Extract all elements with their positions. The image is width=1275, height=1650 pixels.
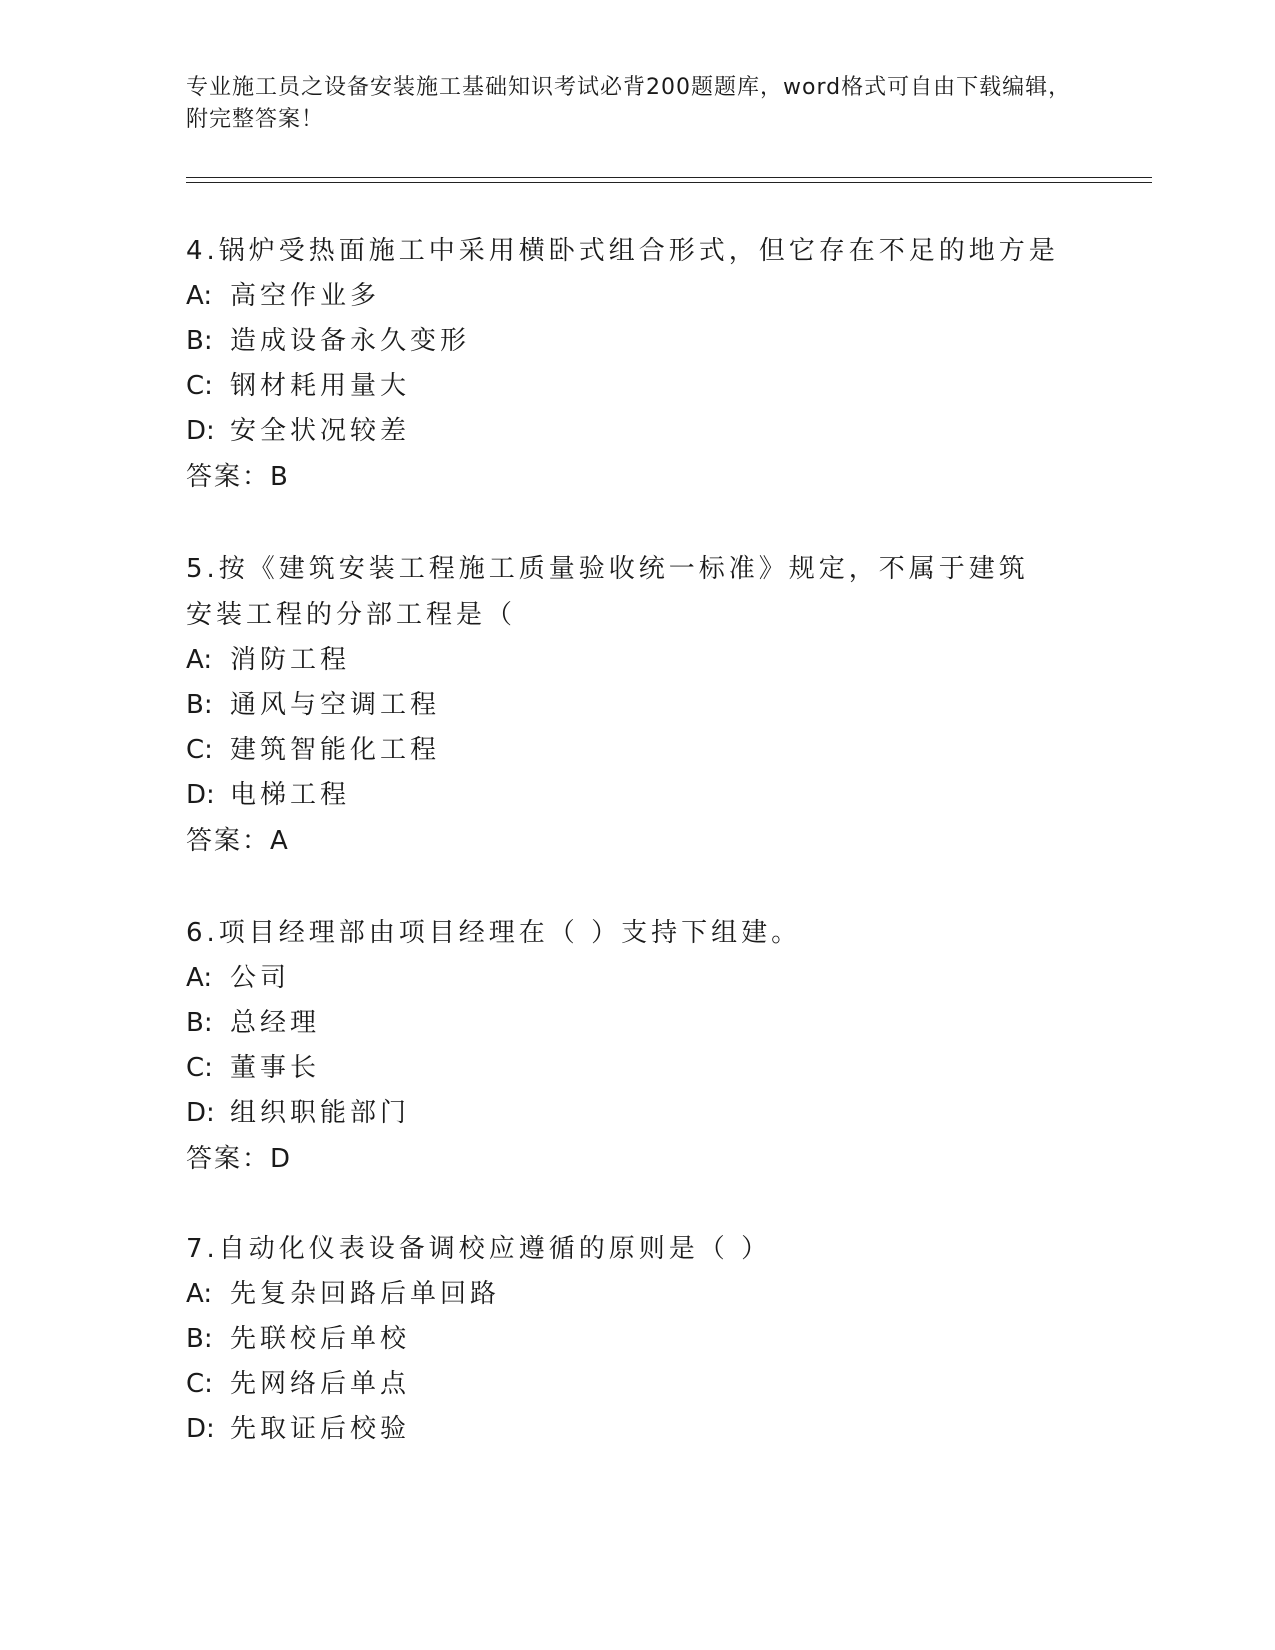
option-letter: D: (186, 1414, 215, 1444)
option-letter: A: (186, 963, 213, 993)
option-text: 公司 (230, 963, 291, 993)
option-c (186, 1046, 1086, 1091)
option-letter: B: (186, 1324, 213, 1354)
option-letter: C: (186, 1369, 213, 1399)
question-stem: 5.按《建筑安装工程施工质量验收统一标准》规定，不属于建筑安装工程的分部工程是（ (186, 554, 1029, 630)
option-letter: D: (186, 1098, 215, 1128)
option-text: 电梯工程 (230, 780, 351, 810)
option-letter: B: (186, 1008, 213, 1038)
option-c (186, 728, 1086, 773)
option-letter: B: (186, 690, 213, 720)
option-letter: A: (186, 1279, 213, 1309)
option-letter: D: (186, 780, 215, 810)
option-text: 总经理 (230, 1008, 321, 1038)
option-b (186, 683, 1086, 728)
option-d (186, 1091, 1086, 1136)
option-text: 通风与空调工程 (230, 690, 441, 720)
option-letter: A: (186, 645, 213, 675)
option-a (186, 1272, 1086, 1317)
option-text: 造成设备永久变形 (230, 326, 471, 356)
option-letter: C: (186, 371, 213, 401)
option-letter: A: (186, 281, 213, 311)
document-header: 专业施工员之设备安装施工基础知识考试必背200题题库，word格式可自由下载编辑，附完整答案！ (186, 75, 1072, 132)
option-text: 先联校后单校 (230, 1324, 411, 1354)
option-b (186, 1001, 1086, 1046)
answer-line: 答案：D (186, 1144, 293, 1174)
option-letter: D: (186, 416, 215, 446)
option-text: 先复杂回路后单回路 (230, 1279, 501, 1309)
option-text: 董事长 (230, 1053, 321, 1083)
option-letter: C: (186, 1053, 213, 1083)
question-5 (186, 546, 1086, 864)
option-text: 钢材耗用量大 (230, 371, 411, 401)
option-a (186, 638, 1086, 683)
answer-line: 答案：B (186, 462, 290, 492)
option-letter: C: (186, 735, 213, 765)
option-text: 安全状况较差 (230, 416, 411, 446)
option-text: 先网络后单点 (230, 1369, 411, 1399)
question-stem: 4.锅炉受热面施工中采用横卧式组合形式，但它存在不足的地方是 (186, 236, 1059, 266)
question-stem: 6.项目经理部由项目经理在（ ）支持下组建。 (186, 918, 802, 948)
option-text: 先取证后校验 (230, 1414, 411, 1444)
option-text: 消防工程 (230, 645, 351, 675)
option-c (186, 364, 1086, 409)
option-letter: B: (186, 326, 213, 356)
option-b (186, 1317, 1086, 1362)
option-a (186, 956, 1086, 1001)
option-b (186, 319, 1086, 364)
option-d (186, 409, 1086, 454)
option-text: 高空作业多 (230, 281, 381, 311)
question-7 (186, 1226, 1086, 1452)
option-d (186, 773, 1086, 818)
option-a (186, 274, 1086, 319)
question-4 (186, 228, 1086, 500)
option-text: 组织职能部门 (230, 1098, 411, 1128)
question-stem: 7.自动化仪表设备调校应遵循的原则是（ ） (186, 1234, 772, 1264)
option-d (186, 1407, 1086, 1452)
option-text: 建筑智能化工程 (230, 735, 441, 765)
header-double-rule (186, 177, 1152, 183)
question-6 (186, 910, 1086, 1182)
option-c (186, 1362, 1086, 1407)
answer-line: 答案：A (186, 826, 290, 856)
